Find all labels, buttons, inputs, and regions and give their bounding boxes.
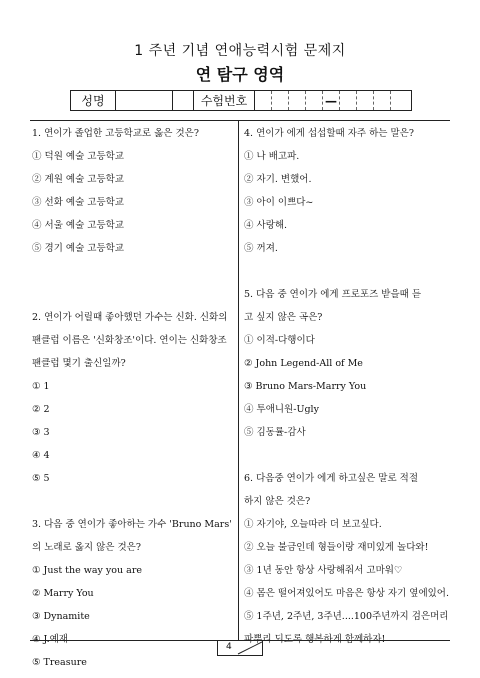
page-slash-decoration	[218, 641, 262, 655]
q1-option[interactable]: ① 덕원 예술 고등학교	[32, 151, 124, 162]
q6-option-continuation: 파뿌리 되도록 행복하게 함께하자!	[244, 634, 386, 645]
q5-option[interactable]: ⑤ 김동률-감사	[244, 427, 306, 438]
q5-option[interactable]: ② John Legend-All of Me	[244, 358, 363, 369]
q5-option[interactable]: ④ 투애니원-Ugly	[244, 404, 319, 415]
q4-option[interactable]: ② 자기. 변했어.	[244, 174, 312, 185]
question-5-line: 5. 다음 중 연이가 에게 프로포즈 받을때 듣	[244, 289, 422, 300]
exam-subtitle: 연 탐구 영역	[195, 65, 285, 84]
exam-number-digit[interactable]	[306, 91, 323, 110]
q5-option[interactable]: ③ Bruno Mars-Marry You	[244, 381, 367, 392]
q2-option[interactable]: ③ 3	[32, 427, 50, 438]
question-2-line: 2. 연이가 어릴때 좋아했던 가수는 신화. 신화의	[32, 312, 228, 323]
left-column	[32, 122, 232, 674]
exam-info-bar	[70, 90, 412, 111]
q4-option[interactable]: ① 나 배고파.	[244, 151, 300, 162]
q2-option[interactable]: ④ 4	[32, 450, 50, 461]
q6-option[interactable]: ③ 1년 동안 항상 사랑해줘서 고마워♡	[244, 565, 403, 576]
exam-number-digit[interactable]	[340, 91, 357, 110]
q3-option[interactable]: ① Just the way you are	[32, 565, 142, 576]
question-6-line: 6. 다음중 연이가 에게 하고싶은 말로 적절	[244, 473, 419, 484]
spacer-cell	[173, 91, 194, 110]
question-6-line: 하지 않은 것은?	[244, 496, 311, 507]
exam-number-separator: —	[323, 91, 340, 110]
exam-number-digit[interactable]	[289, 91, 306, 110]
q1-option[interactable]: ④ 서울 예술 고등학교	[32, 220, 124, 231]
exam-number-digit[interactable]	[255, 91, 272, 110]
exam-title: 1 주년 기념 연애능력시험 문제지	[134, 43, 346, 59]
exam-number-digit[interactable]	[391, 91, 411, 110]
q2-option[interactable]: ⑤ 5	[32, 473, 50, 484]
q4-option[interactable]: ③ 아이 이쁘다~	[244, 197, 314, 208]
q3-option[interactable]: ⑤ Treasure	[32, 657, 87, 668]
name-label: 성명	[71, 91, 116, 110]
header-divider	[30, 120, 450, 121]
question-1: 1. 연이가 졸업한 고등학교로 옳은 것은?	[32, 128, 199, 139]
q2-option[interactable]: ① 1	[32, 381, 50, 392]
q1-option[interactable]: ② 계원 예술 고등학교	[32, 174, 124, 185]
q2-option[interactable]: ② 2	[32, 404, 50, 415]
exam-number-digit[interactable]	[357, 91, 374, 110]
q4-option[interactable]: ⑤ 꺼져.	[244, 243, 278, 254]
page-number-box	[217, 640, 263, 656]
question-2-line: 팬클럽 이름은 '신화창조'이다. 연이는 신화창조	[32, 335, 227, 346]
q6-option[interactable]: ② 오늘 불금인데 형들이랑 재미있게 놀다와!	[244, 542, 429, 553]
name-field[interactable]	[116, 91, 173, 110]
question-3-line: 의 노래로 옳지 않은 것은?	[32, 542, 141, 553]
exam-number-digit[interactable]	[374, 91, 391, 110]
column-divider	[238, 120, 239, 640]
question-3-line: 3. 다음 중 연이가 좋아하는 가수 'Bruno Mars'	[32, 519, 232, 530]
q1-option[interactable]: ⑤ 경기 예술 고등학교	[32, 243, 124, 254]
exam-number-digit[interactable]	[272, 91, 289, 110]
q6-option[interactable]: ① 자기야, 오늘따라 더 보고싶다.	[244, 519, 382, 530]
question-2-line: 팬클럽 몇기 출신일까?	[32, 358, 126, 369]
q6-option[interactable]: ⑤ 1주년, 2주년, 3주년....100주년까지 검은머리	[244, 611, 449, 622]
right-column	[244, 122, 454, 651]
question-5-line: 고 싶지 않은 곡은?	[244, 312, 323, 323]
q5-option[interactable]: ① 이적-다행이다	[244, 335, 315, 346]
question-4: 4. 연이가 에게 섭섭할때 자주 하는 말은?	[244, 128, 414, 139]
q3-option[interactable]: ④ J.예재	[32, 634, 68, 645]
page-number: 4	[226, 642, 232, 652]
q3-option[interactable]: ② Marry You	[32, 588, 94, 599]
q3-option[interactable]: ③ Dynamite	[32, 611, 90, 622]
q6-option[interactable]: ④ 몸은 떨어져있어도 마음은 항상 자기 옆에있어.	[244, 588, 450, 599]
exam-number-label: 수험번호	[194, 91, 255, 110]
q4-option[interactable]: ④ 사랑해.	[244, 220, 288, 231]
q1-option[interactable]: ③ 선화 예술 고등학교	[32, 197, 124, 208]
